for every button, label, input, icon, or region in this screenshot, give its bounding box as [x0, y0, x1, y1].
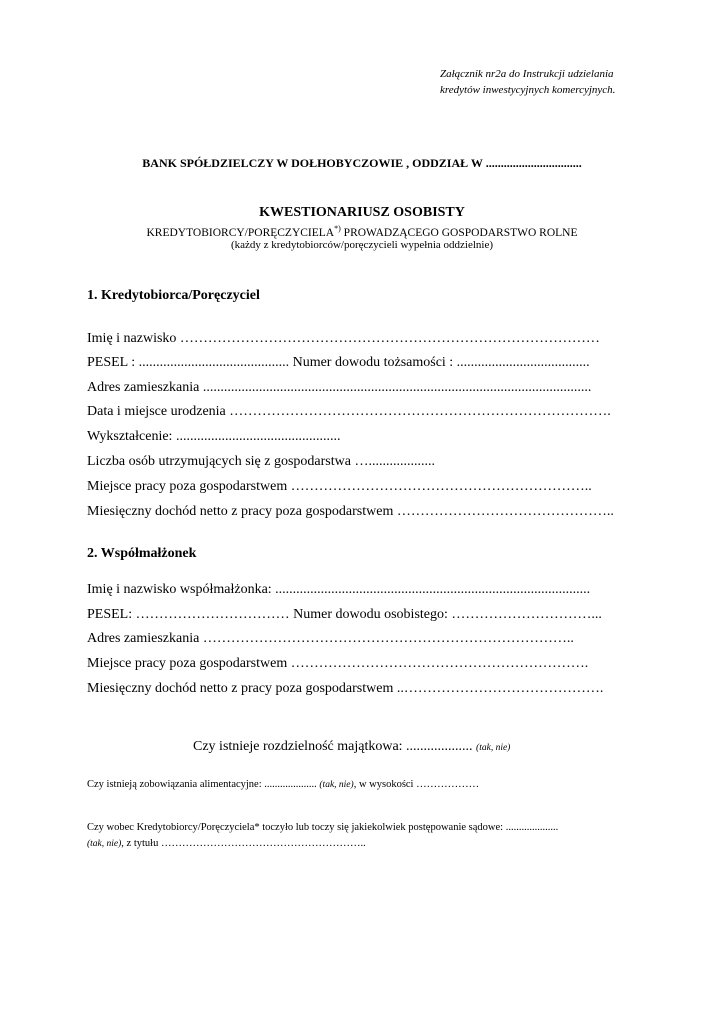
court-question-line-2[interactable]	[87, 838, 366, 849]
form-subtitle-note: (każdy z kredytobiorców/poręczycieli wypełnia oddzielnie)	[230, 239, 494, 251]
field-spouse-address[interactable]: Adres zamieszkania ……………………………………………………………………..	[87, 631, 574, 646]
field-spouse-income[interactable]: Miesięczny dochód netto z pracy poza gospodarstwem ..…………………………………….	[87, 681, 604, 696]
property-question-hint: (tak, nie)	[476, 743, 511, 753]
field-education[interactable]: Wykształcenie: ...............................................	[87, 429, 341, 444]
subtitle-footnote-mark: *)	[334, 224, 341, 233]
subtitle-part2: PROWADZĄCEGO GOSPODARSTWO ROLNE	[340, 226, 578, 239]
property-question-text: Czy istnieje rozdzielność majątkowa: ...................	[193, 739, 473, 754]
bank-heading: BANK SPÓŁDZIELCZY W DOŁHOBYCZOWIE , ODDZIAŁ W ................................	[142, 156, 582, 170]
field-workplace[interactable]: Miejsce pracy poza gospodarstwem ………………………………………………………..	[87, 479, 592, 494]
alimony-question[interactable]	[87, 779, 479, 790]
field-pesel-id[interactable]: PESEL : ........................................... Numer dowodu tożsamości : ......................................	[87, 355, 590, 370]
court-question-line-1[interactable]: Czy wobec Kredytobiorcy/Poręczyciela* toczyło lub toczy się jakiekolwiek postępowanie sądowe: ....................	[87, 822, 559, 833]
annex-line-2: kredytów inwestycyjnych komercyjnych.	[440, 84, 616, 96]
form-subtitle	[0, 224, 724, 239]
property-separation-question[interactable]	[193, 739, 510, 755]
section1-heading: 1. Kredytobiorca/Poręczyciel	[87, 288, 260, 303]
field-full-name[interactable]: Imię i nazwisko ………………………………………………………………………………	[87, 331, 600, 346]
field-household-size[interactable]: Liczba osób utrzymujących się z gospodarstwa …...................	[87, 454, 435, 469]
field-birth-date-place[interactable]: Data i miejsce urodzenia ……………………………………………………………………….	[87, 404, 611, 419]
court-question-hint: (tak, nie)	[87, 839, 122, 849]
field-spouse-name[interactable]: Imię i nazwisko współmałżonka: ..........................................................................................	[87, 582, 591, 597]
section2-heading: 2. Współmałżonek	[87, 546, 197, 561]
alimony-question-hint: (tak, nie)	[319, 780, 354, 790]
field-spouse-workplace[interactable]: Miejsce pracy poza gospodarstwem ……………………………………………………….	[87, 656, 589, 671]
field-address[interactable]: Adres zamieszkania ...............................................................................................................	[87, 380, 592, 395]
alimony-question-text: Czy istnieją zobowiązania alimentacyjne: ....................	[87, 779, 317, 790]
field-spouse-pesel-id[interactable]: PESEL: …………………………… Numer dowodu osobistego: …………………………...	[87, 607, 602, 622]
court-question-rest: , z tytułu …………………………………………………..	[121, 838, 366, 849]
form-title: KWESTIONARIUSZ OSOBISTY	[259, 205, 465, 220]
field-net-income[interactable]: Miesięczny dochód netto z pracy poza gospodarstwem ………………………………………..	[87, 504, 614, 519]
annex-note	[440, 66, 615, 98]
subtitle-part1: KREDYTOBIORCY/PORĘCZYCIELA	[146, 226, 335, 239]
alimony-question-rest: , w wysokości ………………	[353, 779, 480, 790]
annex-line-1: Załącznik nr2a do Instrukcji udzielania	[440, 68, 614, 80]
